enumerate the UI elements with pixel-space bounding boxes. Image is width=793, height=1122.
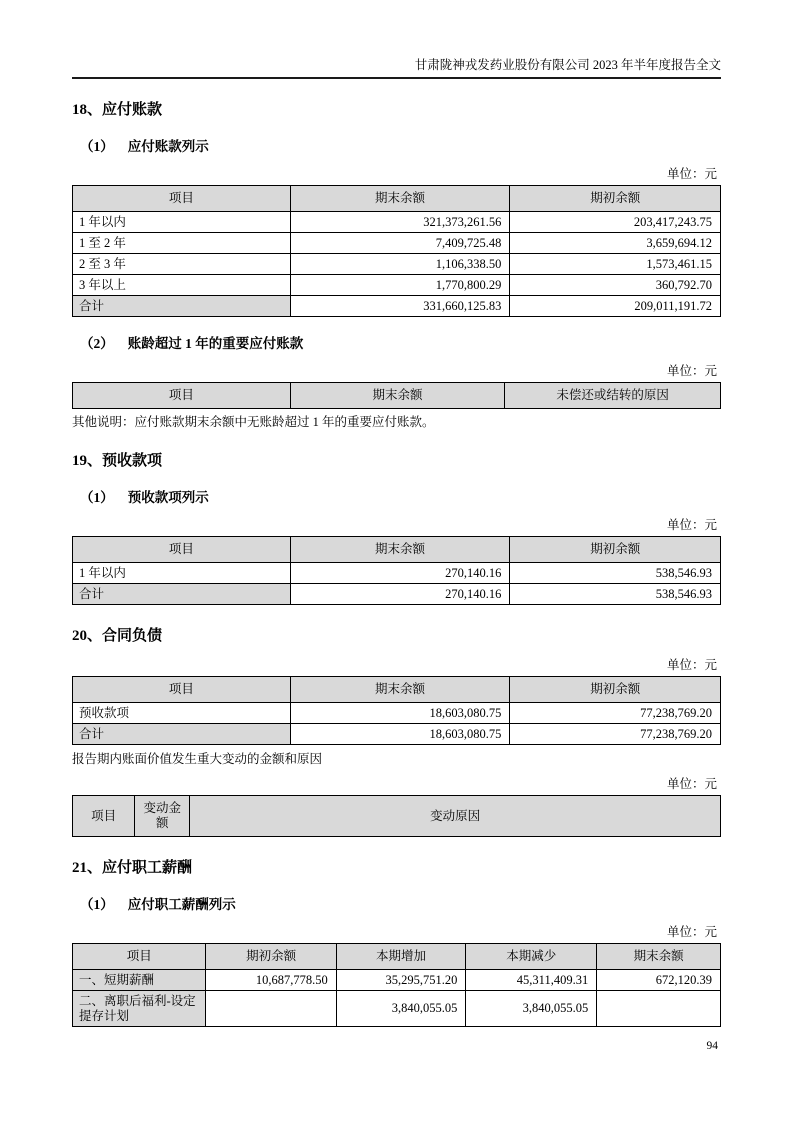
cell-beginning: 77,238,769.20 xyxy=(510,703,721,724)
section-18-1-title xyxy=(80,138,721,155)
table-header-row xyxy=(73,383,721,409)
contract-liabilities-table xyxy=(72,676,721,745)
table-header-row xyxy=(73,944,721,970)
cell-item: 1 年以内 xyxy=(73,563,291,584)
cell-beginning-total: 538,546.93 xyxy=(510,584,721,605)
cell-beginning-total: 77,238,769.20 xyxy=(510,724,721,745)
page-number: 94 xyxy=(706,1040,718,1052)
cell-increase: 3,840,055.05 xyxy=(336,991,466,1027)
column-header-change-reason: 变动原因 xyxy=(190,796,721,837)
cell-decrease: 45,311,409.31 xyxy=(466,970,597,991)
section-19-1-text: 预收款项列示 xyxy=(127,490,209,505)
cell-ending: 1,106,338.50 xyxy=(290,254,510,275)
employee-compensation-table xyxy=(72,943,721,1027)
column-header-change-amount: 变动金额 xyxy=(135,796,190,837)
cell-item: 预收款项 xyxy=(73,703,291,724)
column-header-item: 项目 xyxy=(73,796,135,837)
cell-item-total: 合计 xyxy=(73,584,291,605)
document-header-title: 甘肃陇神戎发药业股份有限公司 2023 年半年度报告全文 xyxy=(414,58,721,72)
column-header-ending: 期末余额 xyxy=(290,186,510,212)
column-header-ending: 期末余额 xyxy=(290,677,510,703)
table-row xyxy=(73,563,721,584)
column-header-ending: 期末余额 xyxy=(290,383,504,409)
cell-item: 1 至 2 年 xyxy=(73,233,291,254)
table-header-row xyxy=(73,796,721,837)
advance-receipts-table xyxy=(72,536,721,605)
cell-item: 1 年以内 xyxy=(73,212,291,233)
cell-ending: 270,140.16 xyxy=(290,563,510,584)
section-21-1-text: 应付职工薪酬列示 xyxy=(127,897,236,912)
cell-ending-total: 270,140.16 xyxy=(290,584,510,605)
table-total-row xyxy=(73,296,721,317)
column-header-beginning: 期初余额 xyxy=(206,944,336,970)
cell-beginning: 203,417,243.75 xyxy=(510,212,721,233)
important-payables-over-1yr-table xyxy=(72,382,721,409)
table-row xyxy=(73,254,721,275)
unit-label: 单位：元 xyxy=(666,518,717,532)
column-header-beginning: 期初余额 xyxy=(510,537,721,563)
table-header-row xyxy=(73,537,721,563)
cell-item: 一、短期薪酬 xyxy=(73,970,206,991)
column-header-item: 项目 xyxy=(73,537,291,563)
unit-label: 单位：元 xyxy=(666,364,717,378)
cell-beginning-total: 209,011,191.72 xyxy=(510,296,721,317)
column-header-beginning: 期初余额 xyxy=(510,677,721,703)
cell-ending: 672,120.39 xyxy=(597,970,721,991)
accounts-payable-table xyxy=(72,185,721,317)
unit-label: 单位：元 xyxy=(666,658,717,672)
table-row xyxy=(73,970,721,991)
column-header-increase: 本期增加 xyxy=(336,944,466,970)
section-18-2-text: 账龄超过 1 年的重要应付账款 xyxy=(127,336,304,351)
column-header-ending: 期末余额 xyxy=(597,944,721,970)
cell-beginning: 10,687,778.50 xyxy=(206,970,336,991)
cell-item-total: 合计 xyxy=(73,724,291,745)
section-19-1-title xyxy=(80,489,721,506)
cell-beginning: 1,573,461.15 xyxy=(510,254,721,275)
column-header-item: 项目 xyxy=(73,383,291,409)
carrying-value-change-note: 报告期内账面价值发生重大变动的金额和原因 xyxy=(72,752,323,766)
cell-ending: 7,409,725.48 xyxy=(290,233,510,254)
cell-ending xyxy=(597,991,721,1027)
section-19-1-number: （1） xyxy=(80,490,114,505)
unit-label: 单位：元 xyxy=(666,925,717,939)
table-row xyxy=(73,212,721,233)
section-21-title: 21、应付职工薪酬 xyxy=(72,860,193,876)
cell-ending: 321,373,261.56 xyxy=(290,212,510,233)
table-row xyxy=(73,991,721,1027)
table-row xyxy=(73,703,721,724)
section-21-1-title xyxy=(80,896,721,913)
cell-beginning: 538,546.93 xyxy=(510,563,721,584)
section-18-1-number: （1） xyxy=(80,139,114,154)
cell-decrease: 3,840,055.05 xyxy=(466,991,597,1027)
table-row xyxy=(73,233,721,254)
column-header-item: 项目 xyxy=(73,944,206,970)
column-header-beginning: 期初余额 xyxy=(510,186,721,212)
cell-item: 二、离职后福利-设定提存计划 xyxy=(73,991,206,1027)
cell-ending: 18,603,080.75 xyxy=(290,703,510,724)
column-header-decrease: 本期减少 xyxy=(466,944,597,970)
table-row xyxy=(73,275,721,296)
other-explanation-note: 其他说明：应付账款期末余额中无账龄超过 1 年的重要应付账款。 xyxy=(72,415,435,429)
cell-item: 3 年以上 xyxy=(73,275,291,296)
column-header-ending: 期末余额 xyxy=(290,537,510,563)
section-18-1-text: 应付账款列示 xyxy=(127,139,209,154)
section-18-2-title xyxy=(80,335,721,352)
column-header-item: 项目 xyxy=(73,186,291,212)
cell-increase: 35,295,751.20 xyxy=(336,970,466,991)
unit-label: 单位：元 xyxy=(666,777,717,791)
section-18-2-number: （2） xyxy=(80,336,114,351)
cell-beginning xyxy=(206,991,336,1027)
section-19-title: 19、预收款项 xyxy=(72,453,163,469)
table-total-row xyxy=(73,724,721,745)
cell-ending: 1,770,800.29 xyxy=(290,275,510,296)
table-total-row xyxy=(73,584,721,605)
column-header-item: 项目 xyxy=(73,677,291,703)
section-18-title: 18、应付账款 xyxy=(72,102,163,118)
section-20-title: 20、合同负债 xyxy=(72,628,163,644)
cell-beginning: 360,792.70 xyxy=(510,275,721,296)
change-reason-table xyxy=(72,795,721,837)
cell-beginning: 3,659,694.12 xyxy=(510,233,721,254)
document-header xyxy=(72,0,721,79)
cell-item: 2 至 3 年 xyxy=(73,254,291,275)
cell-ending-total: 18,603,080.75 xyxy=(290,724,510,745)
cell-ending-total: 331,660,125.83 xyxy=(290,296,510,317)
unit-label: 单位：元 xyxy=(666,167,717,181)
cell-item-total: 合计 xyxy=(73,296,291,317)
table-header-row xyxy=(73,677,721,703)
table-header-row xyxy=(73,186,721,212)
column-header-reason: 未偿还或结转的原因 xyxy=(505,383,721,409)
section-21-1-number: （1） xyxy=(80,897,114,912)
